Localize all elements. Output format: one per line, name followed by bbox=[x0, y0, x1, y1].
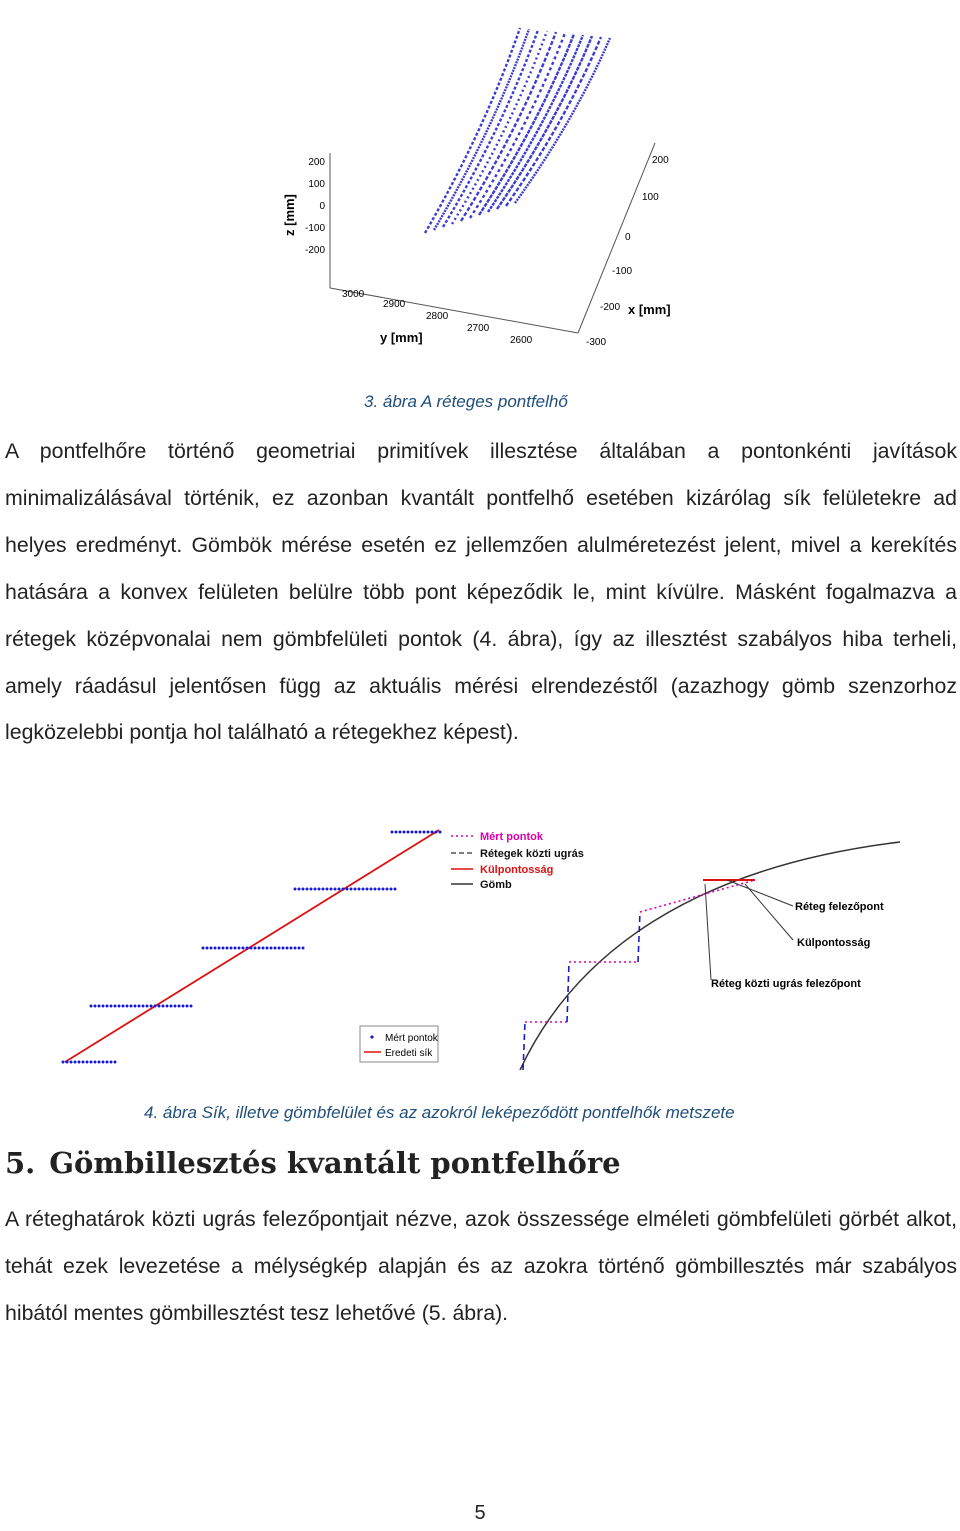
measured-point bbox=[342, 888, 345, 891]
y-axis-line bbox=[330, 288, 578, 333]
y-tick: 3000 bbox=[342, 289, 365, 300]
measured-point bbox=[298, 888, 301, 891]
x-ticks bbox=[586, 155, 669, 348]
measured-point bbox=[78, 1061, 81, 1064]
right-legend-measured: Mért pontok bbox=[480, 831, 543, 843]
measured-point bbox=[322, 888, 325, 891]
legend-point-marker bbox=[370, 1035, 373, 1038]
body-paragraph-1: A pontfelhőre történő geometriai primitívek illesztése általában a pontonkénti javítások minimalizálásával történik, ez azonban kvantált pontfelhő esetében kizárólag sík felületekre ad helyes eredményt. Gömbök mérése esetén ez jellemzően alulméretezést jelent, mivel a kerekítés hatására a konvex felületen belülre több pont képeződik le, mint kívülre. Másként fogalmazva a rétegek középvonalai nem gömbfelületi pontok (4. ábra), így az illesztést szabályos hiba terheli, amely ráadásul jelentősen függ az aktuális mérési elrendezéstől (azazhogy gömb szenzorhoz legközelebbi pontja hol található a rétegekhez képest). bbox=[5, 439, 957, 745]
figure-3-caption: 3. ábra A réteges pontfelhő bbox=[364, 392, 568, 411]
measured-point bbox=[427, 831, 430, 834]
measured-point bbox=[330, 888, 333, 891]
measured-point bbox=[86, 1061, 89, 1064]
measured-point bbox=[415, 831, 418, 834]
measured-point bbox=[114, 1005, 117, 1008]
measured-point bbox=[258, 947, 261, 950]
measured-point bbox=[350, 888, 353, 891]
annotation-eccentricity: Külpontosság bbox=[797, 937, 871, 949]
measured-point bbox=[74, 1061, 77, 1064]
y-tick: 2700 bbox=[467, 323, 490, 334]
measured-point bbox=[90, 1061, 93, 1064]
x-tick: -200 bbox=[600, 302, 621, 313]
measured-point bbox=[230, 947, 233, 950]
measured-point bbox=[110, 1061, 113, 1064]
measured-point bbox=[218, 947, 221, 950]
measured-point bbox=[294, 888, 297, 891]
measured-point bbox=[338, 888, 341, 891]
annotation-leader-3 bbox=[705, 884, 711, 980]
x-tick: -300 bbox=[586, 337, 607, 348]
sphere-layer-step bbox=[638, 912, 640, 962]
measured-point bbox=[423, 831, 426, 834]
measured-point bbox=[250, 947, 253, 950]
measured-point bbox=[354, 888, 357, 891]
measured-point bbox=[395, 831, 398, 834]
measured-point bbox=[419, 831, 422, 834]
measured-point bbox=[302, 888, 305, 891]
measured-point bbox=[386, 888, 389, 891]
measured-point bbox=[394, 888, 397, 891]
measured-point bbox=[298, 947, 301, 950]
body-paragraph-2: A réteghatárok közti ugrás felezőpontjait nézve, azok összessége elméleti gömbfelületi görbét alkot, tehát ezek levezetése a mélységkép alapján és az azokra történő gömbillesztés már szabályos hibától mentes gömbillesztést tesz lehetővé (5. ábra). bbox=[5, 1207, 957, 1325]
measured-point bbox=[206, 947, 209, 950]
measured-point bbox=[226, 947, 229, 950]
z-axis-label: z [mm] bbox=[282, 194, 297, 236]
measured-point bbox=[106, 1005, 109, 1008]
measured-point bbox=[118, 1005, 121, 1008]
right-legend-sphere: Gömb bbox=[480, 879, 512, 891]
left-legend-plane: Eredeti sík bbox=[385, 1048, 433, 1059]
plane-section bbox=[62, 830, 442, 1064]
measured-point bbox=[234, 947, 237, 950]
measured-point bbox=[110, 1005, 113, 1008]
measured-point bbox=[302, 947, 305, 950]
measured-point bbox=[439, 831, 442, 834]
measured-point bbox=[122, 1005, 125, 1008]
x-tick: 100 bbox=[642, 192, 659, 203]
measured-point bbox=[94, 1061, 97, 1064]
z-tick: -100 bbox=[304, 223, 325, 234]
z-ticks bbox=[305, 157, 325, 256]
sphere-layer-step bbox=[640, 880, 755, 912]
measured-point bbox=[98, 1061, 101, 1064]
x-axis-label: x [mm] bbox=[628, 302, 671, 317]
measured-point bbox=[174, 1005, 177, 1008]
measured-point bbox=[242, 947, 245, 950]
measured-point bbox=[382, 888, 385, 891]
measured-point bbox=[154, 1005, 157, 1008]
measured-point bbox=[318, 888, 321, 891]
measured-point bbox=[314, 888, 317, 891]
measured-point bbox=[431, 831, 434, 834]
measured-point bbox=[290, 947, 293, 950]
measured-point bbox=[254, 947, 257, 950]
figure-4 bbox=[55, 822, 910, 1074]
measured-point bbox=[210, 947, 213, 950]
measured-point bbox=[146, 1005, 149, 1008]
y-tick: 2600 bbox=[510, 335, 533, 346]
measured-point bbox=[166, 1005, 169, 1008]
measured-point bbox=[222, 947, 225, 950]
section-diagram bbox=[55, 822, 910, 1074]
measured-point bbox=[190, 1005, 193, 1008]
measured-point bbox=[182, 1005, 185, 1008]
measured-point bbox=[66, 1061, 69, 1064]
point-cloud-layers bbox=[425, 28, 610, 233]
measured-point bbox=[130, 1005, 133, 1008]
measured-point bbox=[126, 1005, 129, 1008]
measured-point bbox=[162, 1005, 165, 1008]
measured-point bbox=[114, 1061, 117, 1064]
left-legend-measured: Mért pontok bbox=[385, 1033, 438, 1044]
measured-point bbox=[334, 888, 337, 891]
section-title: Gömbillesztés kvantált pontfelhőre bbox=[49, 1146, 621, 1180]
measured-point bbox=[90, 1005, 93, 1008]
measured-point bbox=[403, 831, 406, 834]
measured-point bbox=[411, 831, 414, 834]
right-legend-jump: Rétegek közti ugrás bbox=[480, 848, 584, 860]
measured-point bbox=[94, 1005, 97, 1008]
measured-point bbox=[70, 1061, 73, 1064]
point-layer-band bbox=[488, 35, 583, 212]
measured-point bbox=[158, 1005, 161, 1008]
measured-point bbox=[142, 1005, 145, 1008]
measured-point bbox=[407, 831, 410, 834]
section-heading bbox=[5, 1146, 621, 1180]
measured-point bbox=[378, 888, 381, 891]
measured-point bbox=[282, 947, 285, 950]
measured-point bbox=[106, 1061, 109, 1064]
z-tick: -200 bbox=[304, 245, 325, 256]
sphere-section bbox=[451, 831, 900, 1070]
measured-point bbox=[186, 1005, 189, 1008]
figure-4-caption: 4. ábra Sík, illetve gömbfelület és az azokról leképeződött pontfelhők metszete bbox=[144, 1103, 735, 1122]
measured-point bbox=[102, 1061, 105, 1064]
point-cloud-3d-plot bbox=[270, 8, 700, 353]
section-number: 5. bbox=[5, 1146, 36, 1180]
measured-point bbox=[310, 888, 313, 891]
measured-point bbox=[358, 888, 361, 891]
page-number: 5 bbox=[474, 1502, 486, 1524]
measured-point bbox=[170, 1005, 173, 1008]
point-layer-band bbox=[434, 29, 529, 230]
measured-point bbox=[134, 1005, 137, 1008]
measured-point bbox=[238, 947, 241, 950]
z-tick: 0 bbox=[319, 201, 325, 212]
measured-point bbox=[246, 947, 249, 950]
measured-point bbox=[294, 947, 297, 950]
measured-point bbox=[274, 947, 277, 950]
measured-point bbox=[374, 888, 377, 891]
measured-point bbox=[286, 947, 289, 950]
measured-point bbox=[306, 888, 309, 891]
measured-point bbox=[346, 888, 349, 891]
z-tick: 100 bbox=[308, 179, 325, 190]
measured-point bbox=[138, 1005, 141, 1008]
measured-point bbox=[262, 947, 265, 950]
measured-point bbox=[390, 888, 393, 891]
measured-point bbox=[278, 947, 281, 950]
annotation-jump-midpoint: Réteg közti ugrás felezőpont bbox=[711, 978, 861, 990]
x-tick: 0 bbox=[625, 232, 631, 243]
measured-point bbox=[391, 831, 394, 834]
measured-point bbox=[98, 1005, 101, 1008]
x-tick: 200 bbox=[652, 155, 669, 166]
sphere-layer-step bbox=[567, 962, 569, 1022]
y-tick: 2900 bbox=[383, 299, 406, 310]
measured-point bbox=[178, 1005, 181, 1008]
measured-point bbox=[62, 1061, 65, 1064]
z-tick: 200 bbox=[308, 157, 325, 168]
measured-point bbox=[366, 888, 369, 891]
y-tick: 2800 bbox=[426, 311, 449, 322]
measured-point bbox=[370, 888, 373, 891]
measured-point bbox=[102, 1005, 105, 1008]
figure-3 bbox=[270, 8, 700, 353]
measured-point bbox=[326, 888, 329, 891]
measured-point bbox=[270, 947, 273, 950]
measured-point bbox=[214, 947, 217, 950]
measured-point bbox=[399, 831, 402, 834]
annotation-leader-2 bbox=[745, 884, 793, 940]
sphere-point-layers bbox=[523, 880, 755, 1070]
measured-point bbox=[82, 1061, 85, 1064]
annotation-layer-midpoint: Réteg felezőpont bbox=[795, 901, 884, 913]
point-layer-band bbox=[497, 36, 592, 209]
measured-point bbox=[435, 831, 438, 834]
measured-point bbox=[362, 888, 365, 891]
measured-point bbox=[150, 1005, 153, 1008]
y-axis-label: y [mm] bbox=[380, 330, 423, 345]
x-tick: -100 bbox=[612, 266, 633, 277]
measured-point bbox=[266, 947, 269, 950]
y-ticks bbox=[342, 289, 533, 346]
measured-point bbox=[202, 947, 205, 950]
right-legend-eccentricity: Külpontosság bbox=[480, 864, 554, 876]
